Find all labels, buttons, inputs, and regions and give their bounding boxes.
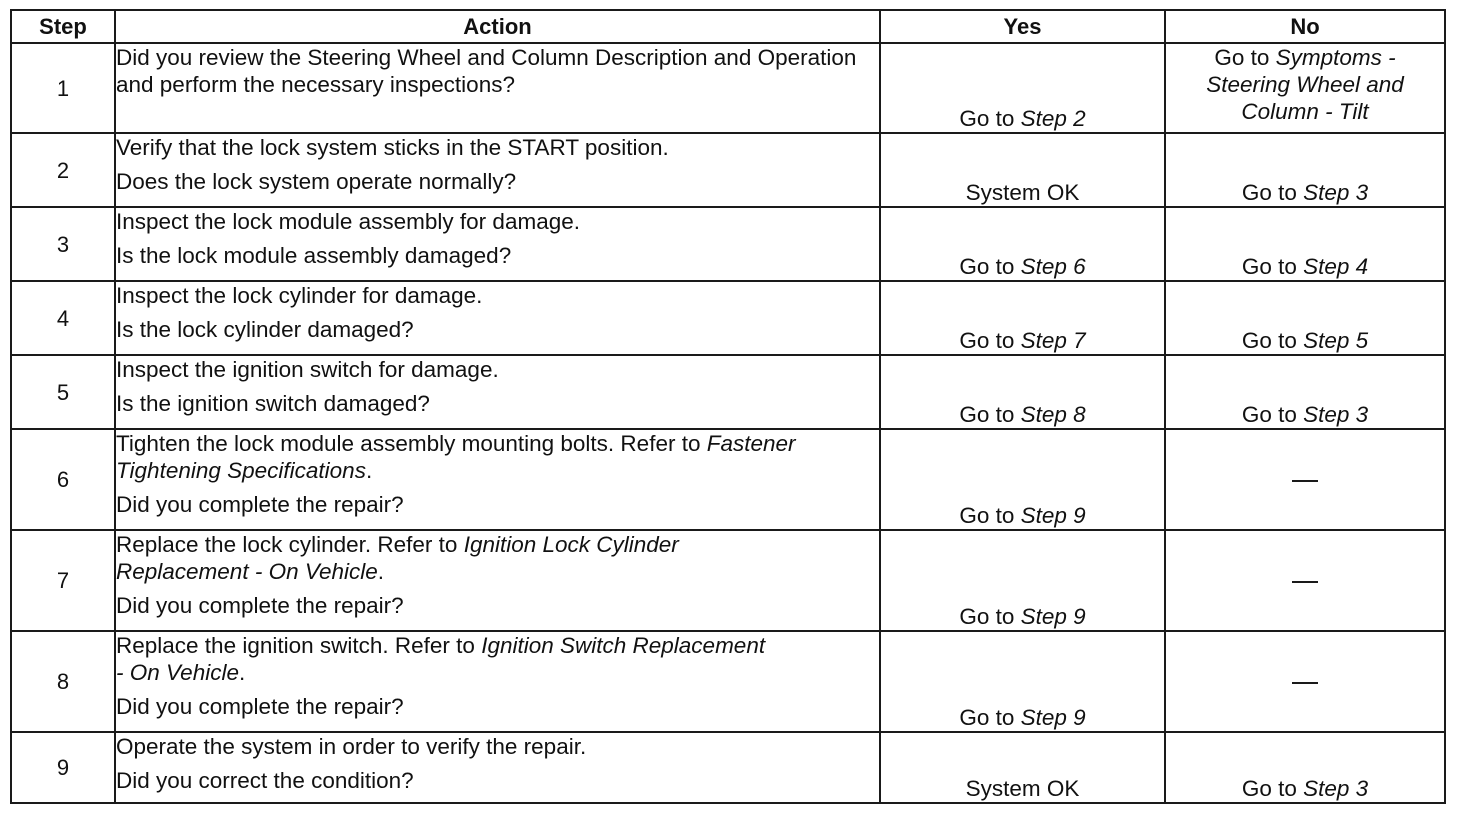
action-question: Is the ignition switch damaged? (116, 391, 430, 416)
step-number: 4 (11, 281, 115, 355)
table-row (11, 732, 1445, 803)
yes-cell (880, 530, 1165, 631)
action-cell (115, 355, 880, 429)
table-row (11, 133, 1445, 207)
action-instruction: Inspect the lock cylinder for damage. (116, 283, 483, 308)
action-instruction-text: Replace the ignition switch. Refer to (116, 633, 482, 658)
action-instruction: Inspect the ignition switch for damage. (116, 357, 499, 382)
step-number: 1 (11, 43, 115, 133)
no-cell (1165, 429, 1445, 530)
yes-prefix: Go to (959, 604, 1021, 629)
column-header-yes: Yes (880, 10, 1165, 43)
no-symptoms-link[interactable]: Symptoms - (1275, 45, 1396, 70)
action-instruction: Verify that the lock system sticks in the START position. (116, 135, 669, 160)
action-question: Does the lock system operate normally? (116, 169, 517, 194)
action-instruction-text: Replace the lock cylinder. Refer to (116, 532, 464, 557)
yes-cell: System OK (880, 133, 1165, 207)
reference-link-cont[interactable]: Replacement - On Vehicle (116, 559, 378, 584)
action-cell (115, 207, 880, 281)
table-row (11, 281, 1445, 355)
yes-step-link[interactable]: Step 8 (1020, 402, 1086, 427)
no-symptoms-link-line-2[interactable]: Steering Wheel and (1206, 72, 1404, 97)
action-instruction: Inspect the lock module assembly for damage. (116, 209, 580, 234)
column-header-action: Action (115, 10, 880, 43)
yes-cell (880, 429, 1165, 530)
diagnostic-table (10, 9, 1446, 804)
no-cell (1165, 631, 1445, 732)
reference-link-cont[interactable]: - On Vehicle (116, 660, 239, 685)
action-cell (115, 530, 880, 631)
yes-step-link[interactable]: Step 6 (1020, 254, 1086, 279)
step-number: 6 (11, 429, 115, 530)
no-prefix: Go to (1241, 180, 1304, 205)
action-instruction-line-2 (116, 558, 879, 585)
action-question: Is the lock module assembly damaged? (116, 243, 512, 268)
no-prefix: Go to (1214, 45, 1276, 70)
yes-cell (880, 281, 1165, 355)
no-cell (1165, 732, 1445, 803)
yes-step-link[interactable]: Step 7 (1020, 328, 1086, 353)
reference-link[interactable]: Fastener Tightening Specifications (116, 431, 796, 483)
step-number: 3 (11, 207, 115, 281)
action-instruction (116, 531, 879, 558)
yes-cell (880, 207, 1165, 281)
action-question: Did you complete the repair? (116, 593, 404, 618)
action-cell (115, 43, 880, 133)
action-instruction-line-2 (116, 659, 879, 686)
step-number: 2 (11, 133, 115, 207)
table-row (11, 43, 1445, 133)
yes-prefix: Go to (959, 254, 1021, 279)
column-header-no: No (1165, 10, 1445, 43)
no-prefix: Go to (1241, 328, 1304, 353)
no-action-dash (1292, 480, 1318, 482)
yes-cell (880, 43, 1165, 133)
action-question: Did you correct the condition? (116, 768, 414, 793)
action-period: . (365, 458, 373, 483)
action-cell (115, 732, 880, 803)
table-row (11, 207, 1445, 281)
action-instruction (116, 632, 879, 659)
table-row (11, 429, 1445, 530)
column-header-step: Step (11, 10, 115, 43)
no-step-link[interactable]: Step 3 (1303, 776, 1369, 801)
no-prefix: Go to (1241, 402, 1304, 427)
action-instruction (116, 430, 879, 484)
step-number: 5 (11, 355, 115, 429)
no-cell (1165, 355, 1445, 429)
no-action-dash (1292, 682, 1318, 684)
action-cell (115, 133, 880, 207)
yes-cell (880, 631, 1165, 732)
yes-step-link[interactable]: Step 9 (1020, 705, 1086, 730)
table-row (11, 355, 1445, 429)
yes-step-link[interactable]: Step 9 (1020, 604, 1086, 629)
no-cell (1165, 133, 1445, 207)
table-row (11, 530, 1445, 631)
action-instruction: Operate the system in order to verify the repair. (116, 734, 587, 759)
yes-prefix: Go to (959, 503, 1021, 528)
yes-prefix: Go to (959, 402, 1021, 427)
yes-prefix: Go to (959, 705, 1021, 730)
no-step-link[interactable]: Step 5 (1303, 328, 1369, 353)
no-step-link[interactable]: Step 3 (1303, 180, 1369, 205)
yes-cell (880, 355, 1165, 429)
no-line-1 (1166, 44, 1444, 71)
step-number: 7 (11, 530, 115, 631)
action-cell (115, 631, 880, 732)
action-question: Is the lock cylinder damaged? (116, 317, 414, 342)
no-action-dash (1292, 581, 1318, 583)
reference-link[interactable]: Ignition Switch Replacement (481, 633, 766, 658)
no-cell (1165, 207, 1445, 281)
no-symptoms-link-line-3[interactable]: Column - Tilt (1241, 99, 1369, 124)
no-cell (1165, 530, 1445, 631)
no-prefix: Go to (1241, 776, 1304, 801)
action-period: . (238, 660, 246, 685)
no-step-link[interactable]: Step 4 (1303, 254, 1369, 279)
step-number: 9 (11, 732, 115, 803)
no-cell (1165, 281, 1445, 355)
yes-cell: System OK (880, 732, 1165, 803)
action-text: Did you review the Steering Wheel and Column Description and Operation and perform the necessary inspections? (116, 45, 857, 97)
yes-step-link[interactable]: Step 2 (1020, 106, 1086, 131)
step-number: 8 (11, 631, 115, 732)
action-instruction-text: Tighten the lock module assembly mounting bolts. Refer to (116, 431, 701, 456)
no-prefix: Go to (1241, 254, 1304, 279)
action-cell (115, 429, 880, 530)
action-period: . (377, 559, 385, 584)
no-step-link[interactable]: Step 3 (1303, 402, 1369, 427)
table-header-row (11, 10, 1445, 43)
yes-step-link[interactable]: Step 9 (1020, 503, 1086, 528)
action-question: Did you complete the repair? (116, 492, 404, 517)
no-cell (1165, 43, 1445, 133)
table-row (11, 631, 1445, 732)
action-cell (115, 281, 880, 355)
reference-link[interactable]: Ignition Lock Cylinder (463, 532, 679, 557)
action-question: Did you complete the repair? (116, 694, 404, 719)
yes-prefix: Go to (959, 106, 1021, 131)
yes-prefix: Go to (959, 328, 1021, 353)
